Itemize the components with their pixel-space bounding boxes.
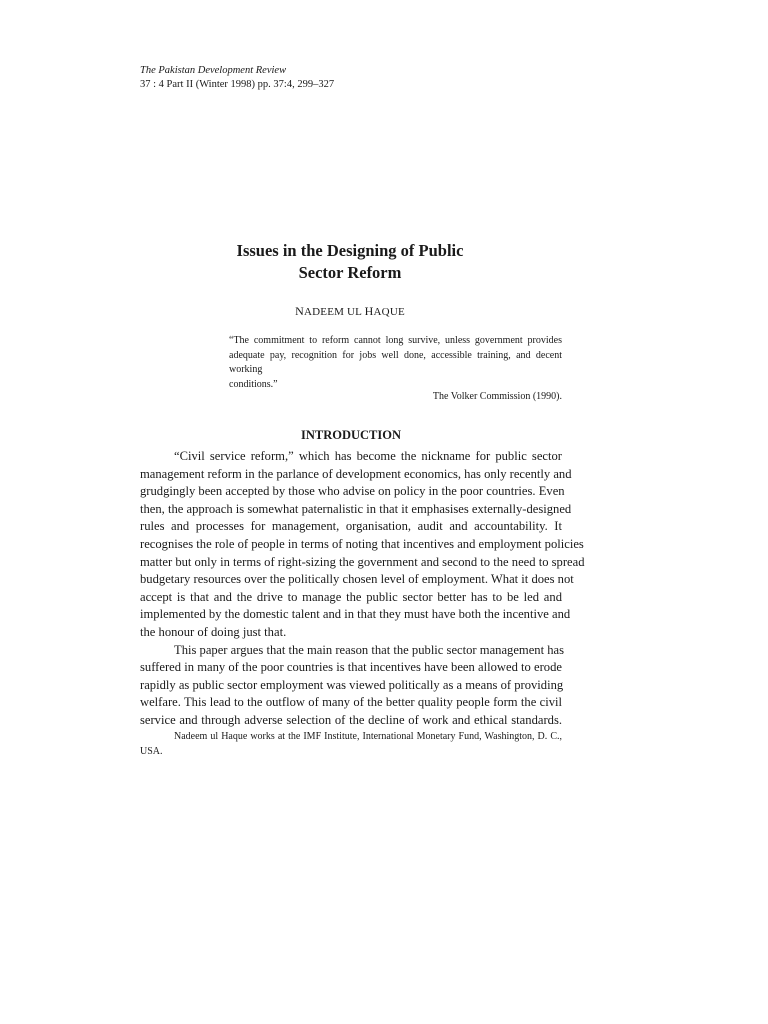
footnote-line: Nadeem ul Haque works at the IMF Institute, International Monetary Fund, Washington, D. C., <box>174 731 562 742</box>
body-line: rules and processes for management, organisation, audit and accountability. It <box>140 519 562 534</box>
title-line-1: Issues in the Designing of Public <box>236 241 464 260</box>
author-initial-2: H <box>364 304 374 318</box>
body-line: recognises the role of people in terms of noting that incentives and employment policies <box>140 536 584 551</box>
title-line-2: Sector Reform <box>298 263 402 282</box>
journal-name: The Pakistan Development Review <box>140 65 287 76</box>
epigraph-attribution: The Volker Commission (1990). <box>432 391 562 402</box>
body-line: then, the approach is somewhat paternalistic in that it emphasises externally-designed <box>140 501 572 516</box>
body-line: matter but only in terms of right-sizing the government and second to the need to spread <box>140 554 585 569</box>
body-line: welfare. This lead to the outflow of many of the better quality people form the civil <box>140 695 562 710</box>
epigraph-line: adequate pay, recognition for jobs well done, accessible training, and decent working <box>229 349 562 375</box>
body-line: implemented by the domestic talent and in that they must have both the incentive and <box>140 607 571 622</box>
body-line: the honour of doing just that. <box>140 624 287 639</box>
body-line: rapidly as public sector employment was viewed politically as a means of providing <box>140 677 564 692</box>
author-rest-2: AQUE <box>373 306 405 318</box>
body-paragraphs <box>140 448 585 730</box>
section-heading: INTRODUCTION <box>300 428 401 442</box>
body-line: accept is that and the drive to manage the public sector better has to be led and <box>140 589 562 604</box>
journal-header <box>140 64 334 92</box>
footnote-line: USA. <box>140 745 163 757</box>
epigraph-line: “The commitment to reform cannot long survive, unless government provides <box>229 335 562 346</box>
body-line: suffered in many of the poor countries is that incentives have been allowed to erode <box>140 660 562 675</box>
body-line: “Civil service reform,” which has become the nickname for public sector <box>174 449 562 463</box>
footnote <box>140 730 562 759</box>
body-line: service and through adverse selection of the decline of work and ethical standards. <box>140 712 562 727</box>
epigraph-quote <box>229 334 562 392</box>
body-line: This paper argues that the main reason that the public sector management has <box>174 642 565 657</box>
author-rest-1: ADEEM UL <box>303 306 365 318</box>
body-line: budgetary resources over the politically chosen level of employment. What it does not <box>140 572 574 587</box>
journal-issue: 37 : 4 Part II (Winter 1998) pp. 37:4, 299–327 <box>140 79 335 90</box>
epigraph-line: conditions.” <box>229 378 278 390</box>
body-line: management reform in the parlance of development economics, has only recently and <box>140 466 572 481</box>
paper-title <box>180 240 520 284</box>
author-initial-1: N <box>295 304 304 318</box>
author-name <box>180 304 520 319</box>
body-line: grudgingly been accepted by those who advise on policy in the poor countries. Even <box>140 484 565 499</box>
